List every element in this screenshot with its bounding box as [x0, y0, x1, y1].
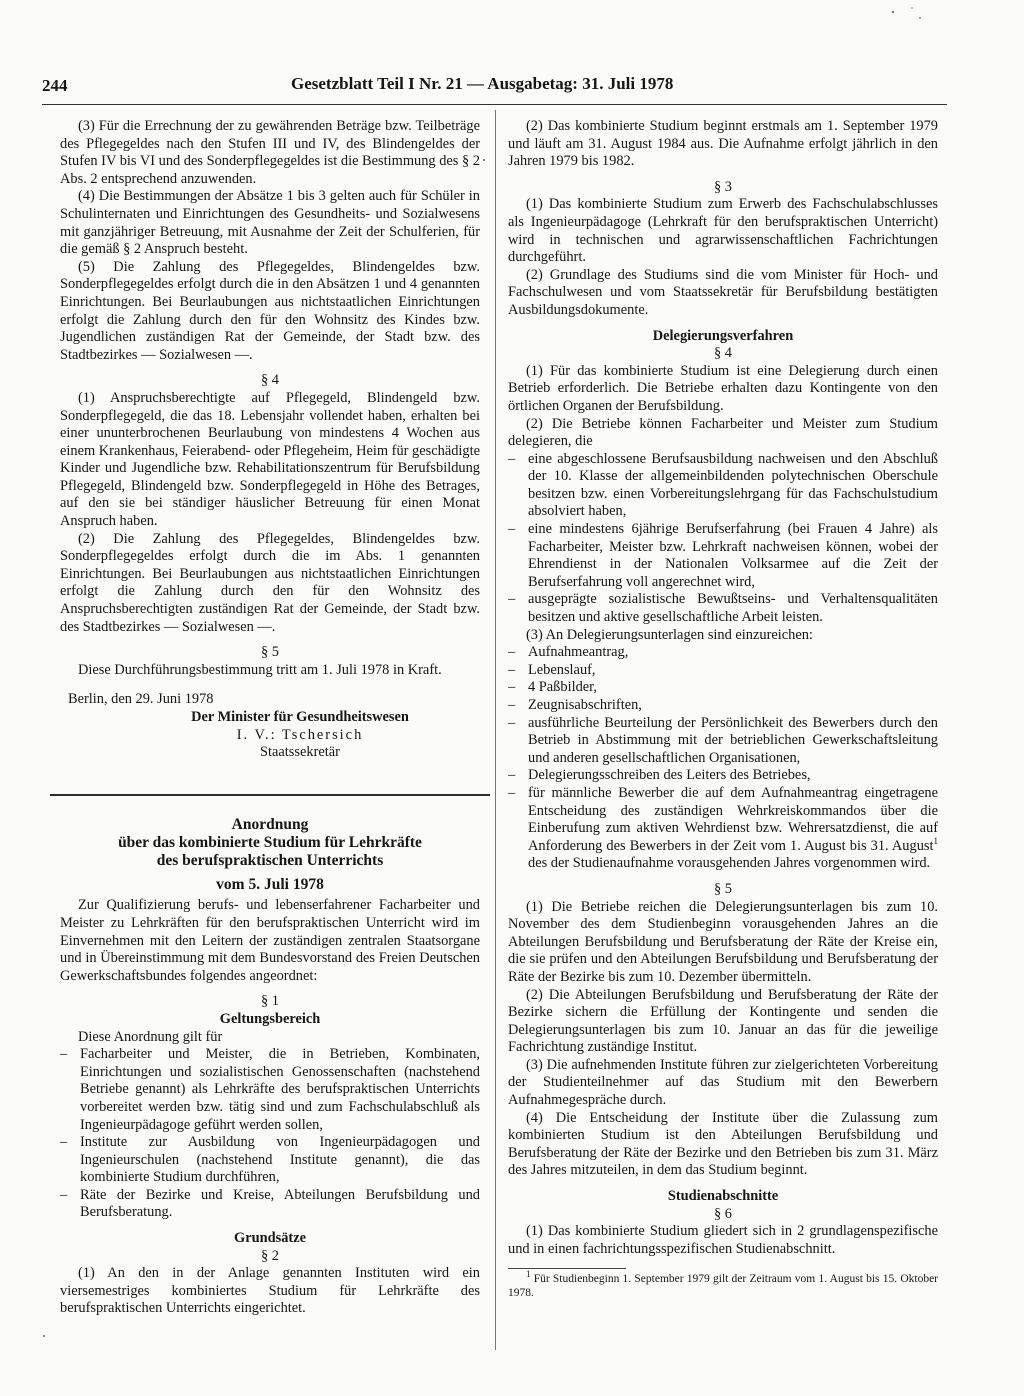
- list-item: [508, 785, 938, 873]
- principles-title: Grundsätze: [234, 1230, 306, 1247]
- footnote: [508, 1269, 939, 1300]
- date-line: Berlin, den 29. Juni 1978: [68, 691, 214, 708]
- ordinance-date: vom 5. Juli 1978: [216, 875, 324, 893]
- signer-representative: I. V.: Tschersich: [236, 726, 364, 743]
- delegation-title: Delegierungsverfahren: [652, 327, 794, 344]
- scope-list: [60, 1046, 480, 1222]
- list-item: – eine abgeschlossene Berufsausbildung nachweisen und den Abschluß der 10. Klasse der allgemeinbildenden polytechnischen Oberschule besitzen bzw. einen Vorbereitungslehrgang für das Fachschulstudium absolviert haben,: [508, 451, 938, 521]
- document-separator: [50, 794, 490, 796]
- list-item: – Zeugnisabschriften,: [508, 697, 938, 715]
- ordinance-title-line-1: Anordnung: [231, 815, 309, 833]
- military-clause-text: für männliche Bewerber die auf dem Aufnahmeantrag eingetragene Entscheidung des zuständigen Wehrkreiskommandos über die Einberufung zum aktiven Wehrdienst bzw. Wehrersatzdienst, die auf Anforderung des Bewerbers in der Zeit vom 1. August bis 31. August: [528, 784, 938, 854]
- ordinance-section-2-paragraph-1: (1) An den in der Anlage genannten Instituten wird ein viersemestriges kombiniertes Studium für Lehrkräfte des berufspraktischen Unterrichts eingerichtet.: [60, 1265, 480, 1317]
- ordinance-section-5-heading: § 5: [714, 880, 732, 897]
- signer-title: Der Minister für Gesundheitswesen: [191, 709, 409, 725]
- list-item: – ausführliche Beurteilung der Persönlichkeit des Bewerbers durch den Betrieb in Abstimmung mit der betrieblichen Gewerkschaftsleitung und anderen gesellschaftlichen Organisationen,: [508, 715, 938, 768]
- paragraph-5: (5) Die Zahlung des Pflegegeldes, Blindengeldes bzw. Sonderpflegegeldes erfolgt durch die in den Absätzen 1 und 4 genannten Einrichtungen. Bei Beurlaubungen aus nichtstaatlichen Einrichtungen erfolgt die Zahlung durch den für den Wohnsitz des Kindes bzw. Jugendlichen zuständigen Rat der Gemeinde, der Stadt bzw. des Stadtbezirkes — Sozialwesen —.: [60, 258, 480, 363]
- ordinance-section-3-heading: § 3: [714, 178, 732, 195]
- list-item: – Räte der Bezirke und Kreise, Abteilungen Berufsbildung und Berufsberatung.: [60, 1187, 480, 1222]
- scope-lead: Diese Anordnung gilt für: [78, 1028, 223, 1045]
- ordinance-section-4-paragraph-1: (1) Für das kombinierte Studium ist eine Delegierung durch einen Betrieb erforderlich. Die Betriebe erhalten dazu Kontingente von den örtlichen Organen der Berufsbildung.: [508, 362, 938, 414]
- list-item: – eine mindestens 6jährige Berufserfahrung (bei Frauen 4 Jahre) als Facharbeiter, Meister bzw. Lehrkraft nachweisen können, wobei der Ehrendienst in der Nationalen Volksarmee auf die Zeit der Berufserfahrung voll angerechnet wird,: [508, 521, 938, 591]
- section-4-heading: § 4: [261, 372, 279, 389]
- ordinance-section-1-heading: § 1: [261, 993, 279, 1010]
- ordinance-section-4-paragraph-3: (3) An Delegierungsunterlagen sind einzureichen:: [526, 626, 813, 643]
- ordinance-section-5-paragraph-3: (3) Die aufnehmenden Institute führen zur zielgerichteten Vorbereitung der Studienteilnehmer auf das Studium mit den Bewerbern Aufnahmegespräche durch.: [508, 1056, 938, 1109]
- running-head: Gesetzblatt Teil I Nr. 21 — Ausgabetag: 31. Juli 1978: [291, 74, 674, 93]
- section-5-heading: § 5: [261, 644, 279, 661]
- ordinance-section-2-heading: § 2: [261, 1247, 279, 1264]
- footnote-text: Für Studienbeginn 1. September 1979 gilt der Zeitraum vom 1. August bis 15. Oktober 1978.: [508, 1273, 939, 1299]
- right-column: [508, 118, 938, 1300]
- list-item: – ausgeprägte sozialistische Bewußtseins- und Verhaltensqualitäten besitzen und aktive gesellschaftliche Arbeit leisten.: [508, 591, 938, 626]
- list-item: – Facharbeiter und Meister, die in Betrieben, Kombinaten, Einrichtungen und sozialistischen Genossenschaften (nachstehend Betriebe genannt) als Lehrkräfte des berufspraktischen Unterrichts vorbereitet werden bzw. tätig sind und zum Fachschulabschluß als Ingenieurpädagoge geführt werden sollen,: [60, 1046, 480, 1134]
- ordinance-title-line-2: über das kombinierte Studium für Lehrkräfte: [118, 833, 422, 851]
- ordinance-title-line-3: des berufspraktischen Unterrichts: [156, 851, 384, 869]
- paragraph-4: (4) Die Bestimmungen der Absätze 1 bis 3 gelten auch für Schüler in Schulinternaten und Einrichtungen des Gesundheits- und Sozialwesens mit ganzjähriger Betreuung, mit Ausnahme der Zeit der Schulferien, für die gemäß § 2 Anspruch besteht.: [60, 188, 480, 258]
- footnote-reference: 1: [933, 835, 938, 846]
- ordinance-section-2-paragraph-2: (2) Das kombinierte Studium beginnt erstmals am 1. September 1979 und läuft am 31. August 1984 aus. Die Aufnahme erfolgt jährlich in den Jahren 1979 bis 1982.: [508, 118, 938, 170]
- ordinance-section-5-paragraph-1: (1) Die Betriebe reichen die Delegierungsunterlagen bis zum 10. November des dem Studienbeginn vorausgehenden Jahres an die Abteilungen Berufsbildung und Berufsberatung der Räte der Kreise ein, die sie prüfen und den Abteilungen Berufsbildung und Berufsberatung der Räte der Bezirke bis zum 10. Dezember übermitteln.: [508, 898, 938, 985]
- ordinance-preamble: Zur Qualifizierung berufs- und lebenserfahrener Facharbeiter und Meister zu Lehrkräften für den berufspraktischen Unterricht wird im Einvernehmen mit den Leitern der zuständigen zentralen Staatsorgane und in Übereinstimmung mit dem Bundesvorstand des Freien Deutschen Gewerkschaftsbundes folgendes angeordnet:: [60, 897, 480, 984]
- section-5-paragraph: Diese Durchführungsbestimmung tritt am 1. Juli 1978 in Kraft.: [78, 661, 442, 678]
- ordinance-section-4-heading: § 4: [714, 345, 732, 362]
- list-item: – Aufnahmeantrag,: [508, 644, 938, 662]
- requirements-list: [508, 451, 938, 627]
- page-header: [42, 72, 942, 102]
- ordinance-section-5-paragraph-4: (4) Die Entscheidung der Institute über die Zulassung zum kombinierten Studium ist den Abteilungen Berufsbildung und Berufsberatung der Räte der Bezirke und den Betrieben bis zum 31. März des Jahres mitzuteilen, in dem das Studium beginnt.: [508, 1109, 938, 1179]
- footnote-marker: 1: [526, 1269, 531, 1280]
- ordinance-section-4-paragraph-2: (2) Die Betriebe können Facharbeiter und Meister zum Studium delegieren, die: [508, 415, 938, 450]
- header-rule: [42, 104, 947, 105]
- ordinance-section-6-heading: § 6: [714, 1205, 732, 1222]
- ordinance-section-1-title: Geltungsbereich: [219, 1010, 321, 1027]
- ordinance-section-3-paragraph-2: (2) Grundlage des Studiums sind die vom Minister für Hoch- und Fachschulwesen und vom Staatssekretär für Berufsbildung bestätigten Ausbildungsdokumente.: [508, 266, 938, 318]
- column-divider: [495, 110, 496, 1350]
- section-4-paragraph-2: (2) Die Zahlung des Pflegegeldes, Blindengeldes bzw. Sonderpflegegeldes erfolgt durch die im Abs. 1 genannten Einrichtungen. Bei Beurlaubungen aus nichtstaatlichen Einrichtungen erfolgt die Zahlung durch den für den Wohnsitz des Anspruchsberechtigten zuständigen Rat der Gemeinde, der Stadt bzw. des Stadtbezirkes — Sozialwesen —.: [60, 530, 480, 635]
- section-4-paragraph-1: (1) Anspruchsberechtigte auf Pflegegeld, Blindengeld bzw. Sonderpflegegeld, die das 18. Lebensjahr vollendet haben, erhalten bei einer ununterbrochenen Beurlaubung von mindestens 4 Wochen aus einem Krankenhaus, Feierabend- oder Pflegeheim, Heim für geschädigte Kinder und Jugendliche bzw. Rehabilitationszentrum für Berufsbildung Pflegegeld, Blindengeld bzw. Sonderpflegegeld in Höhe des Betrages, auf den sie bei ständiger häuslicher Betreuung für einen Monat Anspruch haben.: [60, 389, 480, 530]
- signer-role: Staatssekretär: [260, 744, 340, 761]
- military-clause-text-end: des der Studienaufnahme vorausgehenden Jahres vorgenommen wird.: [528, 855, 931, 872]
- study-sections-title: Studienabschnitte: [667, 1188, 779, 1205]
- list-item: – Lebenslauf,: [508, 662, 938, 680]
- list-item: – Institute zur Ausbildung von Ingenieurpädagogen und Ingenieurschulen (nachstehend Institute genannt), die das kombinierte Studium durchführen,: [60, 1134, 480, 1187]
- paragraph-3: (3) Für die Errechnung der zu gewährenden Beträge bzw. Teilbeträge des Pflegegeldes nach den Stufen III und IV, des Blindengeldes der Stufen IV bis VI und des Sonderpflegegeldes ist die Bestimmung des § 2 Abs. 2 entsprechend anzuwenden.: [60, 118, 480, 187]
- ordinance-section-5-paragraph-2: (2) Die Abteilungen Berufsbildung und Berufsberatung der Räte der Bezirke sichern die Erfüllung der Kontingente und senden die Delegierungsunterlagen bis zum 10. Januar an das für die jeweilige Fachrichtung zuständige Institut.: [508, 986, 938, 1056]
- left-column: [60, 118, 480, 1318]
- list-item: – 4 Paßbilder,: [508, 679, 938, 697]
- documents-list: [508, 644, 938, 873]
- ordinance-section-3-paragraph-1: (1) Das kombinierte Studium zum Erwerb des Fachschulabschlusses als Ingenieurpädagoge (Lehrkraft für den berufspraktischen Unterricht) wird in technischen und agrarwissenschaftlichen Fachrichtungen durchgeführt.: [508, 196, 938, 266]
- ordinance-section-6-paragraph-1: (1) Das kombinierte Studium gliedert sich in 2 grundlagenspezifische und in einen fachrichtungsspezifischen Studienabschnitt.: [508, 1223, 938, 1257]
- list-item: – Delegierungsschreiben des Leiters des Betriebes,: [508, 767, 938, 785]
- page-number: 244: [42, 76, 68, 95]
